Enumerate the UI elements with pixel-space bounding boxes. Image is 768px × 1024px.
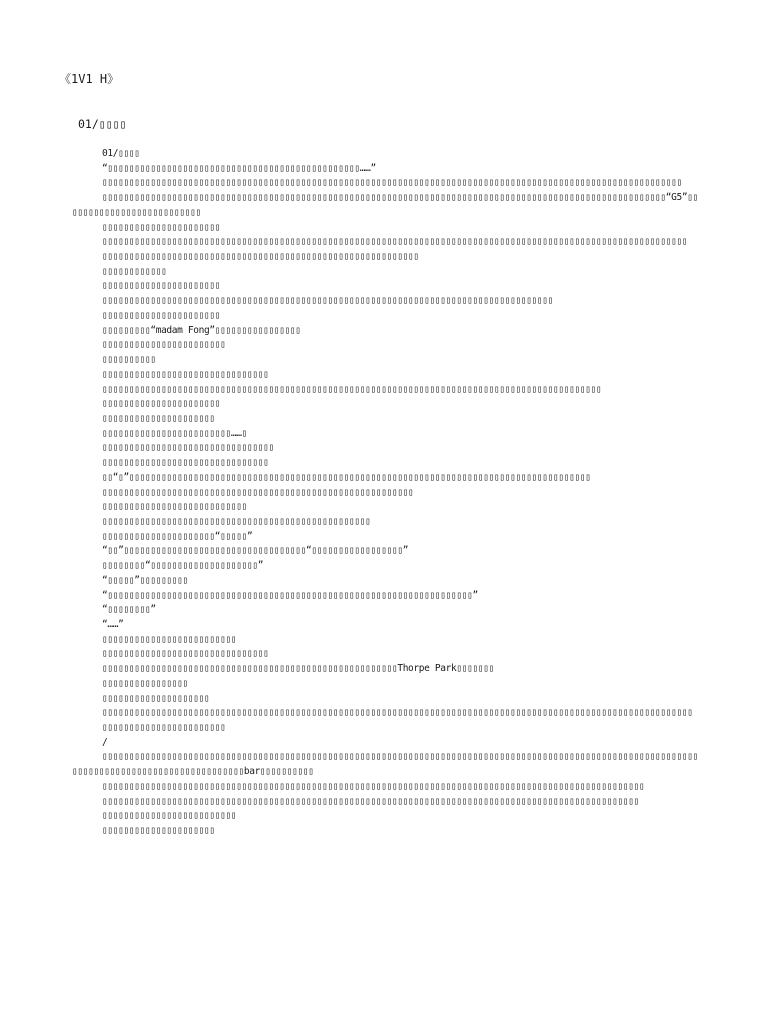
document-title: 《1V1 H》 [59, 72, 120, 86]
paragraph: ▯▯▯▯▯▯▯▯▯▯▯▯▯▯▯▯▯▯▯▯▯▯▯▯▯ [102, 810, 237, 822]
paragraph: ▯▯▯▯▯▯▯▯▯▯▯▯▯▯▯▯▯▯▯▯▯▯▯▯▯▯▯▯▯▯▯▯▯▯▯▯▯▯▯▯▯▯▯▯▯▯▯▯▯▯▯▯▯▯▯▯▯▯▯▯▯▯▯▯▯▯▯▯▯▯▯▯▯▯▯▯▯▯▯▯▯▯▯▯▯▯▯▯▯▯▯▯▯▯▯▯▯▯▯▯▯▯▯▯▯“G5”▯▯▯▯▯▯▯▯▯▯▯▯▯▯▯▯▯▯▯▯▯▯▯▯▯▯ [72, 192, 699, 218]
paragraph: “▯▯▯▯▯▯▯▯▯▯▯▯▯▯▯▯▯▯▯▯▯▯▯▯▯▯▯▯▯▯▯▯▯▯▯▯▯▯▯▯▯▯▯▯▯▯▯……” [102, 162, 376, 174]
paragraph: ▯▯▯▯▯▯▯▯▯▯▯▯▯▯▯▯▯▯▯▯▯ [102, 825, 215, 837]
paragraph: ▯▯▯▯▯▯▯▯▯▯▯▯▯▯▯▯▯▯▯▯▯▯▯▯▯ [102, 633, 237, 645]
paragraph: ▯▯▯▯▯▯▯▯▯▯▯▯▯▯▯▯▯▯▯▯▯“▯▯▯▯▯” [102, 530, 253, 542]
paragraph: ▯▯▯▯▯▯▯▯▯▯▯▯▯▯▯▯▯▯▯▯▯▯▯▯▯▯▯▯▯▯▯▯▯▯▯▯▯▯▯▯▯▯▯▯▯▯▯▯▯▯▯▯▯▯▯▯▯▯ [102, 486, 414, 498]
paragraph: ▯▯▯▯▯▯▯▯▯▯▯▯▯▯▯▯▯▯▯▯▯▯▯▯▯▯▯▯▯▯▯▯▯▯▯▯▯▯▯▯▯▯▯▯▯▯▯▯▯▯ [102, 515, 371, 527]
paragraph: “▯▯”▯▯▯▯▯▯▯▯▯▯▯▯▯▯▯▯▯▯▯▯▯▯▯▯▯▯▯▯▯▯▯▯▯▯“▯▯▯▯▯▯▯▯▯▯▯▯▯▯▯▯▯” [102, 545, 409, 557]
paragraph: ▯▯▯▯▯▯▯▯▯▯▯▯▯▯▯▯▯▯▯▯▯▯▯▯▯▯▯▯▯▯▯▯▯▯▯▯▯▯▯▯▯▯▯▯▯▯▯▯▯▯▯▯▯▯▯▯▯▯▯▯▯▯▯▯▯▯▯▯▯▯▯▯▯▯▯▯▯▯▯▯▯▯▯▯▯▯▯▯▯▯▯▯▯▯▯▯▯▯▯▯▯▯▯▯▯▯▯▯▯ [102, 236, 688, 248]
paragraph: ▯▯▯▯▯▯▯▯“▯▯▯▯▯▯▯▯▯▯▯▯▯▯▯▯▯▯▯▯” [102, 560, 264, 572]
document-body [72, 147, 698, 839]
paragraph: ▯▯▯▯▯▯▯▯▯▯ [102, 354, 156, 366]
paragraph: ▯▯▯▯▯▯▯▯▯▯▯▯ [102, 265, 167, 277]
paragraph: ▯▯▯▯▯▯▯▯▯▯▯▯▯▯▯▯▯▯▯▯▯▯ [102, 309, 221, 321]
paragraph: ▯▯▯▯▯▯▯▯▯▯▯▯▯▯▯▯▯▯▯▯▯▯▯ [102, 722, 226, 734]
paragraph: ▯▯▯▯▯▯▯▯▯▯▯▯▯▯▯▯▯▯▯▯▯▯▯▯▯▯▯▯▯▯▯▯▯▯▯▯▯▯▯▯▯▯▯▯▯▯▯▯▯▯▯▯▯▯▯▯▯▯▯▯▯▯▯▯▯▯▯▯▯▯▯▯▯▯▯▯▯▯▯▯▯▯▯▯ [102, 295, 554, 307]
paragraph: 01/▯▯▯▯ [102, 148, 140, 159]
paragraph: ▯▯▯▯▯▯▯▯▯▯▯▯▯▯▯▯▯▯▯▯▯▯▯▯▯▯▯▯▯▯▯▯▯▯▯▯▯▯▯▯▯▯▯▯▯▯▯▯▯▯▯▯▯▯▯▯▯▯▯▯▯▯▯▯▯▯▯▯▯▯▯▯▯▯▯▯▯▯▯▯▯▯▯▯▯▯▯▯▯▯▯▯▯▯▯▯▯▯▯▯▯▯▯▯▯▯▯▯▯▯▯▯▯▯▯▯▯▯▯▯▯▯▯▯▯▯▯▯▯▯▯▯▯▯▯▯▯▯▯▯▯▯▯bar▯▯▯▯▯▯▯▯▯▯ [72, 751, 699, 778]
chapter-heading: 01/▯▯▯▯ [78, 117, 127, 131]
paragraph: / [102, 736, 108, 748]
paragraph: ▯▯▯▯▯▯▯▯▯▯▯▯▯▯▯▯▯▯▯▯▯ [102, 412, 215, 424]
paragraph: “……” [102, 619, 124, 630]
paragraph: ▯▯▯▯▯▯▯▯▯▯▯▯▯▯▯▯▯▯▯▯▯▯▯▯▯▯▯▯▯▯▯▯▯▯▯▯▯▯▯▯▯▯▯▯▯▯▯▯▯▯▯▯▯▯▯▯▯▯▯ [102, 251, 419, 263]
paragraph: ▯▯▯▯▯▯▯▯▯▯▯▯▯▯▯▯▯▯▯▯▯▯▯▯▯▯▯▯▯▯▯ [102, 457, 269, 469]
paragraph: ▯▯▯▯▯▯▯▯▯▯▯▯▯▯▯▯▯▯▯▯▯▯▯▯▯▯▯▯▯▯▯▯▯▯▯▯▯▯▯▯▯▯▯▯▯▯▯▯▯▯▯▯▯▯▯▯▯▯▯▯▯▯▯▯▯▯▯▯▯▯▯▯▯▯▯▯▯▯▯▯▯▯▯▯▯▯▯▯▯▯▯▯▯ [102, 383, 602, 395]
paragraph: ▯▯▯▯▯▯▯▯▯▯▯▯▯▯▯▯▯▯▯▯▯▯ [102, 280, 221, 292]
paragraph: ▯▯▯▯▯▯▯▯▯▯▯▯▯▯▯▯▯▯▯▯ [102, 692, 210, 704]
paragraph: ▯▯“▯”▯▯▯▯▯▯▯▯▯▯▯▯▯▯▯▯▯▯▯▯▯▯▯▯▯▯▯▯▯▯▯▯▯▯▯▯▯▯▯▯▯▯▯▯▯▯▯▯▯▯▯▯▯▯▯▯▯▯▯▯▯▯▯▯▯▯▯▯▯▯▯▯▯▯▯▯▯▯▯▯▯▯▯▯▯▯ [102, 471, 591, 483]
paragraph: ▯▯▯▯▯▯▯▯▯▯▯▯▯▯▯▯▯▯▯▯▯▯▯▯▯▯▯▯▯▯▯ [102, 648, 269, 660]
paragraph: ▯▯▯▯▯▯▯▯▯▯▯▯▯▯▯▯▯▯▯▯▯▯▯▯▯▯▯▯▯▯▯▯▯▯▯▯▯▯▯▯▯▯▯▯▯▯▯▯▯▯▯▯▯▯▯▯▯▯▯▯▯▯▯▯▯▯▯▯▯▯▯▯▯▯▯▯▯▯▯▯▯▯▯▯▯▯▯▯▯▯▯▯▯▯▯▯▯▯▯▯▯ [102, 780, 645, 792]
paragraph: ▯▯▯▯▯▯▯▯▯▯▯▯▯▯▯▯▯▯▯▯▯▯▯ [102, 339, 226, 351]
paragraph: “▯▯▯▯▯▯▯▯▯▯▯▯▯▯▯▯▯▯▯▯▯▯▯▯▯▯▯▯▯▯▯▯▯▯▯▯▯▯▯▯▯▯▯▯▯▯▯▯▯▯▯▯▯▯▯▯▯▯▯▯▯▯▯▯▯▯▯▯” [102, 589, 478, 601]
paragraph: ▯▯▯▯▯▯▯▯▯▯▯▯▯▯▯▯▯▯▯▯▯▯▯▯……▯ [102, 427, 247, 439]
paragraph: ▯▯▯▯▯▯▯▯▯▯▯▯▯▯▯▯▯▯▯▯▯▯ [102, 398, 221, 410]
paragraph: “▯▯▯▯▯”▯▯▯▯▯▯▯▯▯ [102, 574, 188, 586]
paragraph: ▯▯▯▯▯▯▯▯▯▯▯▯▯▯▯▯ [102, 677, 188, 689]
paragraph: ▯▯▯▯▯▯▯▯▯▯▯▯▯▯▯▯▯▯▯▯▯▯▯▯▯▯▯▯▯▯▯ [102, 368, 269, 380]
paragraph: ▯▯▯▯▯▯▯▯▯▯▯▯▯▯▯▯▯▯▯▯▯▯▯▯▯▯▯ [102, 501, 247, 513]
paragraph: ▯▯▯▯▯▯▯▯▯▯▯▯▯▯▯▯▯▯▯▯▯▯▯▯▯▯▯▯▯▯▯▯ [102, 442, 274, 454]
paragraph: ▯▯▯▯▯▯▯▯▯▯▯▯▯▯▯▯▯▯▯▯▯▯ [102, 221, 221, 233]
paragraph: ▯▯▯▯▯▯▯▯▯▯▯▯▯▯▯▯▯▯▯▯▯▯▯▯▯▯▯▯▯▯▯▯▯▯▯▯▯▯▯▯▯▯▯▯▯▯▯▯▯▯▯▯▯▯▯Thorpe Park▯▯▯▯▯▯▯ [102, 663, 494, 675]
paragraph: ▯▯▯▯▯▯▯▯▯▯▯▯▯▯▯▯▯▯▯▯▯▯▯▯▯▯▯▯▯▯▯▯▯▯▯▯▯▯▯▯▯▯▯▯▯▯▯▯▯▯▯▯▯▯▯▯▯▯▯▯▯▯▯▯▯▯▯▯▯▯▯▯▯▯▯▯▯▯▯▯▯▯▯▯▯▯▯▯▯▯▯▯▯▯▯▯▯▯▯▯▯▯▯▯▯▯▯▯▯▯ [102, 707, 693, 719]
paragraph: ▯▯▯▯▯▯▯▯▯▯▯▯▯▯▯▯▯▯▯▯▯▯▯▯▯▯▯▯▯▯▯▯▯▯▯▯▯▯▯▯▯▯▯▯▯▯▯▯▯▯▯▯▯▯▯▯▯▯▯▯▯▯▯▯▯▯▯▯▯▯▯▯▯▯▯▯▯▯▯▯▯▯▯▯▯▯▯▯▯▯▯▯▯▯▯▯▯▯▯▯▯▯▯▯▯▯▯▯ [102, 177, 682, 189]
paragraph: ▯▯▯▯▯▯▯▯▯▯▯▯▯▯▯▯▯▯▯▯▯▯▯▯▯▯▯▯▯▯▯▯▯▯▯▯▯▯▯▯▯▯▯▯▯▯▯▯▯▯▯▯▯▯▯▯▯▯▯▯▯▯▯▯▯▯▯▯▯▯▯▯▯▯▯▯▯▯▯▯▯▯▯▯▯▯▯▯▯▯▯▯▯▯▯▯▯▯▯▯ [102, 795, 639, 807]
paragraph: “▯▯▯▯▯▯▯▯” [102, 604, 156, 616]
paragraph: ▯▯▯▯▯▯▯▯▯“madam Fong”▯▯▯▯▯▯▯▯▯▯▯▯▯▯▯▯ [102, 324, 301, 336]
